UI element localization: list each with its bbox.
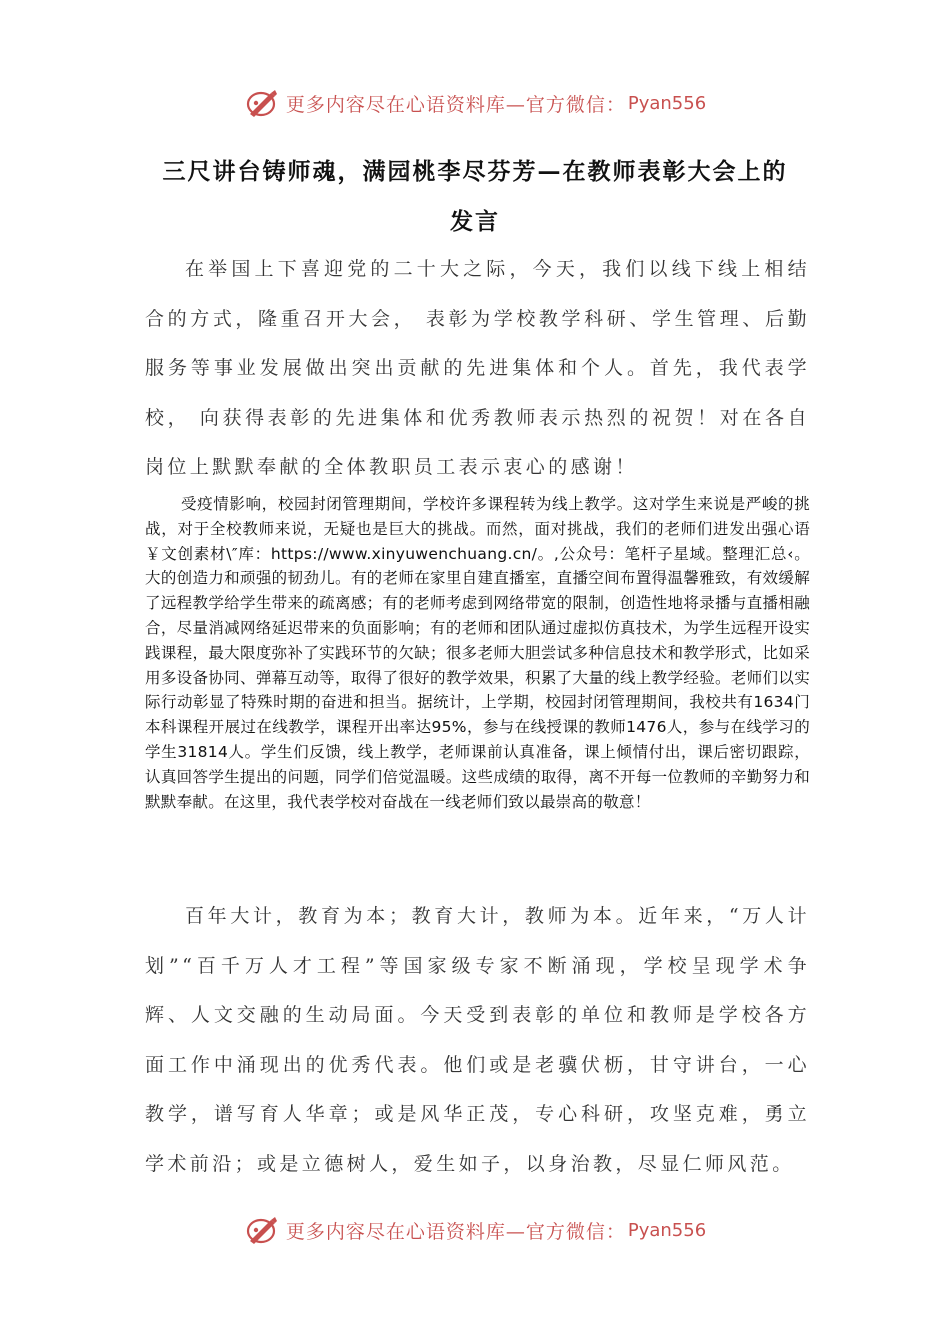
paragraph-opening: 在举国上下喜迎党的二十大之际，今天，我们以线下线上相结合的方式，隆重召开大会， 表彰为学校教学科研、学生管理、后勤服务等事业发展做出突出贡献的先进集体和个人。首先，我代表学校， 向获得表彰的先进集体和优秀教师表示热烈的祝贺！对在各自岗位上默默奉献的全体教职员工表示衷心的感谢！ — [145, 258, 810, 479]
paragraph-education-plan: 百年大计，教育为本；教育大计，教师为本。近年来，“万人计划”“百千万人才工程”等国家级专家不断涌现，学校呈现学术争辉、人文交融的生动局面。今天受到表彰的单位和教师是学校各方面工作中涌现出的优秀代表。他们或是老骥伏枥，甘守讲台，一心教学，谱写育人华章；或是风华正茂，专心科研，攻坚克难，勇立学术前沿；或是立德树人，爱生如子，以身治教，尽显仁师风范。 — [145, 905, 810, 1175]
paragraph-online-teaching: 受疫情影响，校园封闭管理期间，学校许多课程转为线上教学。这对学生来说是严峻的挑战，对于全校教师来说，无疑也是巨大的挑战。而然，面对挑战，我们的老师们进发出强心语￥文创素材\″库：https://www.xinyuwenchuang.cn/。,公众号：笔杆子星域。整理汇总‹。大的创造力和顽强的韧劲儿。有的老师在家里自建直播室，直播空间布置得温馨雅致，有效缓解了远程教学给学生带来的疏离感；有的老师考虑到网络带宽的限制，创造性地将录播与直播相融合，尽量消减网络延迟带来的负面影响；有的老师和团队通过虚拟仿真技术，为学生远程开设实践课程，最大限度弥补了实践环节的欠缺；很多老师大胆尝试多种信息技术和教学形式，比如采用多设备协同、弹幕互动等，取得了很好的教学效果，积累了大量的线上教学经验。老师们以实际行动彰显了特殊时期的奋进和担当。据统计，上学期，校园封闭管理期间，我校共有1634门本科课程开展过在线教学，课程开出率达95%，参与在线授课的教师1476人，参与在线学习的学生31814人。学生们反馈，线上教学，老师课前认真准备，课上倾情付出，课后密切跟踪，认真回答学生提出的问题，同学们倍觉温暖。这些成绩的取得，离不开每一位教师的辛勤努力和默默奉献。在这里，我代表学校对奋战在一线老师们致以最崇高的敬意！ — [145, 495, 810, 811]
header-watermark-banner — [0, 83, 950, 123]
banner-text: 更多内容尽在心语资料库—官方微信： — [285, 93, 626, 116]
page-title-line-2: 发言 — [450, 208, 500, 235]
banner-wechat-id: Pyan556 — [627, 1219, 707, 1241]
footer-watermark-banner — [0, 1210, 950, 1250]
page-title-line-1: 三尺讲台铸师魂，满园桃李尽芬芳—在教师表彰大会上的 — [162, 158, 788, 185]
banner-text: 更多内容尽在心语资料库—官方微信： — [285, 1220, 626, 1243]
pen-circle-logo-icon — [244, 1214, 280, 1246]
pen-circle-logo-icon — [244, 87, 280, 119]
banner-wechat-id: Pyan556 — [627, 92, 707, 114]
